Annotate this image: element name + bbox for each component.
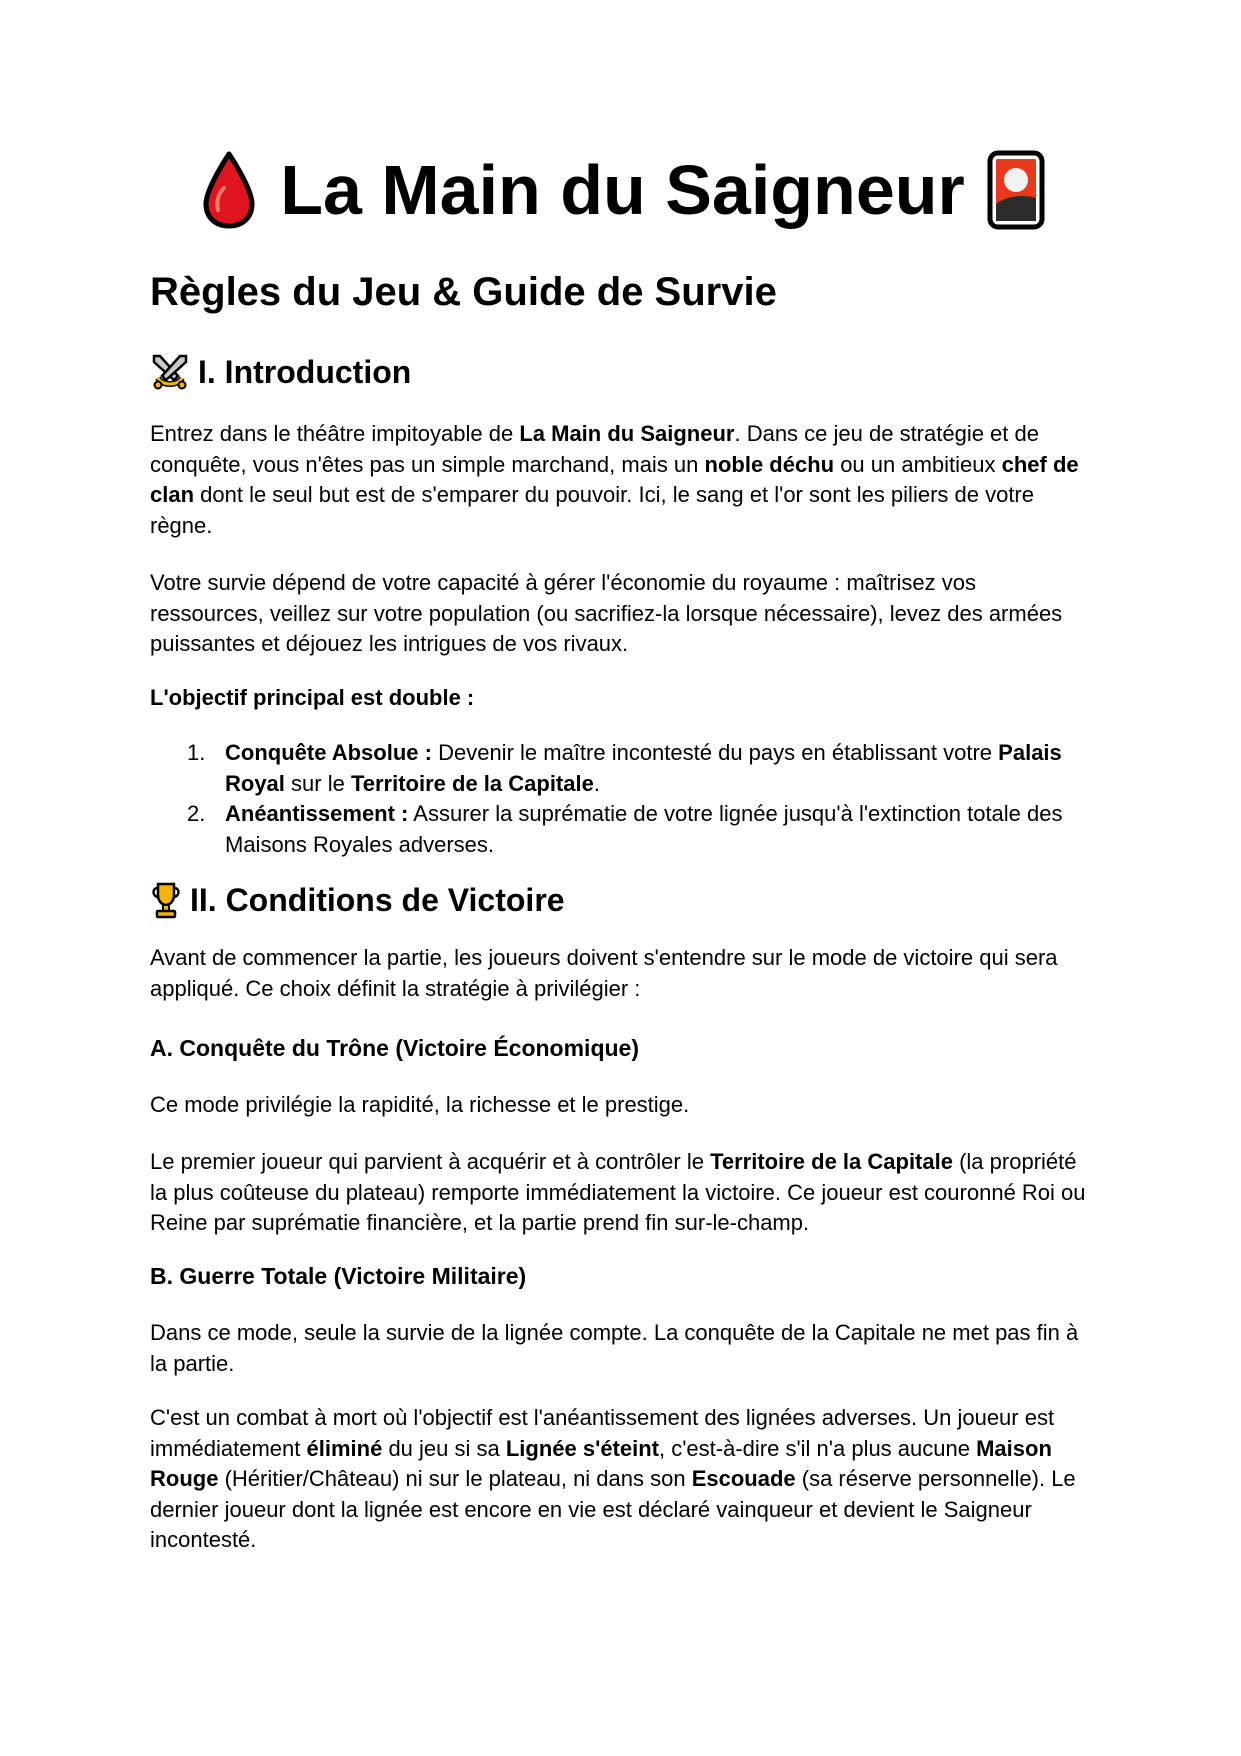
military-paragraph-2	[150, 1403, 1095, 1556]
military-paragraph-1: Dans ce mode, seule la survie de la lignée compte. La conquête de la Capitale ne met pas fin à la partie.	[150, 1320, 1079, 1376]
text: du jeu si sa	[382, 1435, 506, 1461]
objective-label: L'objectif principal est double :	[150, 685, 475, 710]
text: (la propriété la plus coûteuse du plateau) remporte immédiatement la victoire. Ce joueur est couronné Roi ou Reine par suprématie financière, et la partie prend fin sur-le-champ.	[150, 1149, 1086, 1235]
bold-text: Escouade	[691, 1466, 796, 1491]
text: (Héritier/Château) ni sur le plateau, ni dans son	[218, 1466, 692, 1491]
document-title: La Main du Saigneur	[280, 151, 965, 229]
bold-text: Maison Rouge	[150, 1435, 1052, 1491]
text: , c'est-à-dire s'il n'a plus aucune	[659, 1435, 977, 1461]
bold-text: Anéantissement :	[225, 801, 409, 826]
section-heading-victory-conditions	[150, 881, 565, 919]
bold-text: éliminé	[306, 1435, 383, 1461]
bold-text: Territoire de la Capitale	[350, 770, 594, 796]
trophy-icon	[150, 881, 182, 919]
crossed-swords-icon	[150, 352, 190, 392]
text: Le premier joueur qui parvient à acquérir et à contrôler le	[150, 1149, 711, 1174]
objective-item	[150, 738, 1095, 799]
bold-text: Lignée s'éteint	[505, 1435, 659, 1461]
section-heading-text: II. Conditions de Victoire	[190, 882, 565, 918]
bold-text: Palais Royal	[225, 740, 1062, 796]
bold-text: Conquête Absolue :	[225, 740, 432, 765]
economic-paragraph-2	[150, 1147, 1095, 1239]
text: sur le	[284, 770, 351, 796]
intro-paragraph-2: Votre survie dépend de votre capacité à gérer l'économie du royaume : maîtrisez vos ressources, veillez sur votre population (ou sacrifiez-la lorsque nécessaire), levez des armées puissantes et déjouez les intrigues de vos rivaux.	[150, 570, 1063, 656]
text: (sa réserve personnelle). Le dernier joueur dont la lignée est encore en vie est déclaré vainqueur et devient le Saigneur incontesté.	[150, 1466, 1076, 1552]
bold-text: La Main du Saigneur	[519, 421, 735, 446]
flower-playing-card-icon	[987, 150, 1045, 230]
text: Devenir le maître incontesté du pays en établissant votre	[431, 740, 999, 765]
subsection-heading-economic: A. Conquête du Trône (Victoire Économique)	[150, 1035, 639, 1061]
list-number: 1.	[187, 740, 206, 765]
text: Entrez dans le théâtre impitoyable de	[150, 421, 520, 446]
text: . Dans ce jeu de stratégie et de conquête, vous n'êtes pas un simple marchand, mais un	[150, 421, 1039, 477]
text: C'est un combat à mort où l'objectif est l'anéantissement des lignées adverses. Un joueur est immédiatement	[150, 1405, 1055, 1461]
bold-text: chef de clan	[150, 451, 1079, 507]
section-heading-text: I. Introduction	[198, 354, 412, 390]
text: .	[593, 770, 600, 796]
section-heading-introduction	[150, 352, 411, 392]
objective-item	[150, 799, 1095, 860]
list-number: 2.	[187, 801, 206, 826]
blood-drop-icon	[200, 150, 258, 230]
text: Assurer la suprématie de votre lignée jusqu'à l'extinction totale des Maisons Royales adverses.	[225, 801, 1063, 857]
objectives-list	[150, 738, 1095, 860]
document-title-row	[150, 140, 1095, 240]
text: dont le seul but est de s'emparer du pouvoir. Ici, le sang et l'or sont les piliers de votre règne.	[150, 482, 1034, 538]
victory-intro-paragraph: Avant de commencer la partie, les joueurs doivent s'entendre sur le mode de victoire qui sera appliqué. Ce choix définit la stratégie à privilégier :	[150, 945, 1058, 1001]
text: ou un ambitieux	[834, 451, 1002, 477]
subsection-heading-military: B. Guerre Totale (Victoire Militaire)	[150, 1263, 527, 1289]
bold-text: Territoire de la Capitale	[710, 1149, 953, 1174]
economic-paragraph-1: Ce mode privilégie la rapidité, la richesse et le prestige.	[150, 1092, 690, 1117]
intro-paragraph-1	[150, 419, 1095, 541]
document-subtitle: Règles du Jeu & Guide de Survie	[150, 270, 777, 314]
bold-text: noble déchu	[704, 451, 835, 477]
